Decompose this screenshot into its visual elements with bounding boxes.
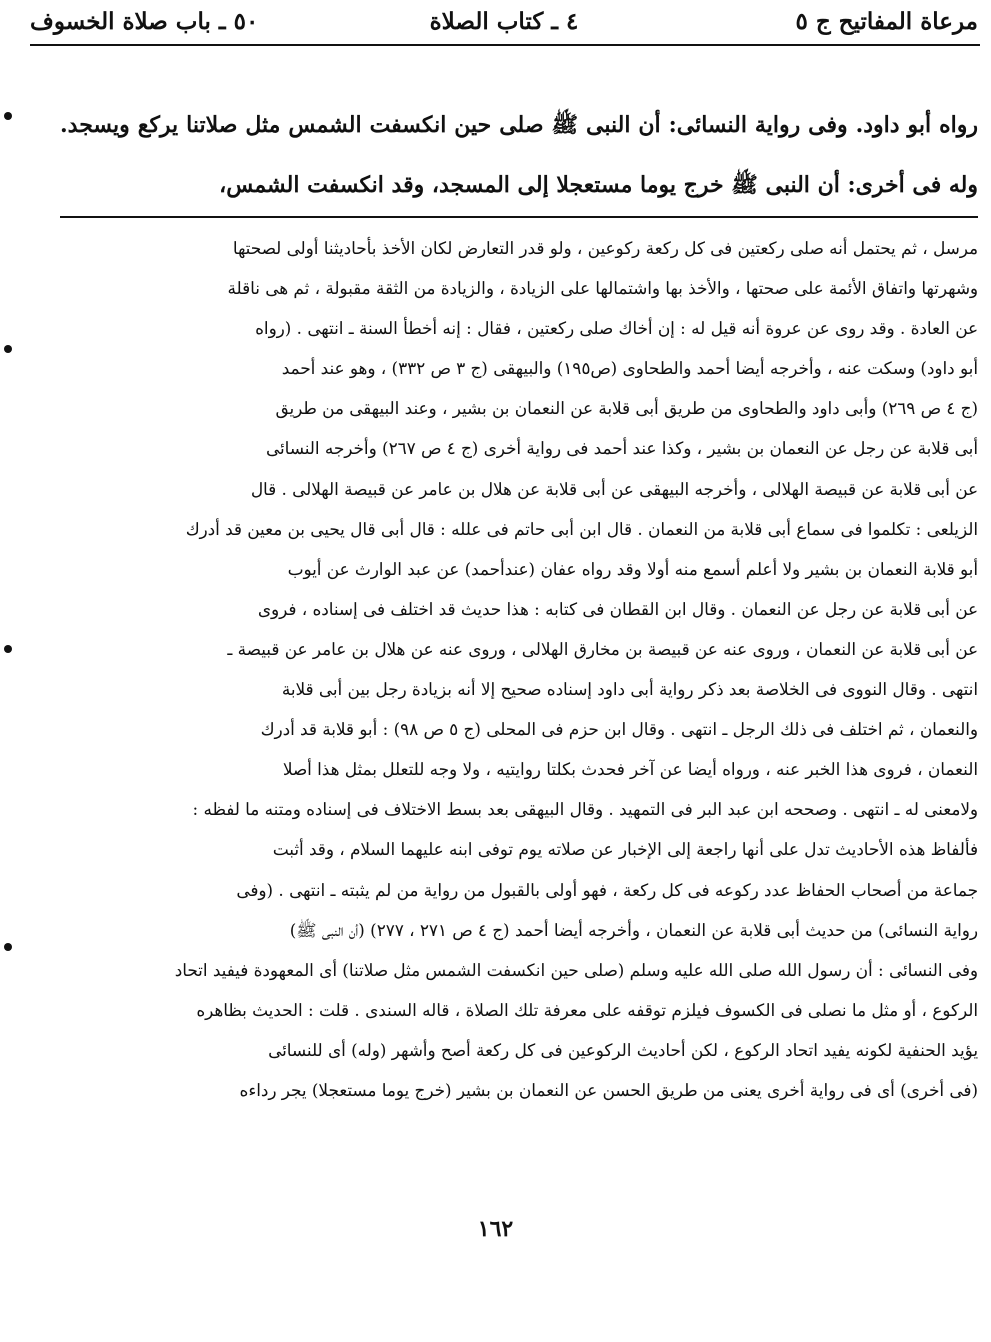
commentary-line: يؤيد الحنفية لكونه يفيد اتحاد الركوع ، لكن أحاديث الركوعين فى كل ركعة أصح وأشهر (وله) أى للنسائى [268, 1039, 978, 1060]
commentary-line: أبى قلابة عن رجل عن النعمان بن بشير ، وكذا عند أحمد فى رواية أخرى (ج ٤ ص ٢٦٧) وأخرجه النسائى [266, 438, 978, 459]
page-number: ١٦٢ [477, 1216, 514, 1242]
commentary-line: عن العادة . وقد روى عن عروة أنه قيل له : إن أخاك صلى ركعتين ، فقال : إنه أخطأ السنة ـ انتهى . (رواه [255, 318, 978, 339]
commentary-line: وشهرتها واتفاق الأئمة على صحتها ، والأخذ بها واشتمالها على الزيادة ، والزيادة من الثقة مقبولة ، ثم هى ناقلة [227, 278, 978, 299]
header-chapter-title: ٥٠ ـ باب صلاة الخسوف [30, 8, 259, 35]
commentary-line: وفى النسائى : أن رسول الله صلى الله عليه وسلم (صلى حين انكسفت الشمس مثل صلاتنا) أى المعهودة فيفيد اتحاد [174, 959, 978, 980]
running-header [30, 4, 978, 44]
commentary-line: انتهى . وقال النووى فى الخلاصة بعد ذكر رواية أبى داود إسناده صحيح إلا أنه بزيادة رجل بين أبى قلابة [281, 679, 978, 700]
header-book-title: مرعاة المفاتيح ج ٥ [795, 8, 978, 35]
margin-mark [4, 943, 12, 951]
commentary-line: الزيلعى : تكلموا فى سماع أبى قلابة من النعمان . قال ابن أبى حاتم فى علله : قال أبى قال يحيى بن معين قد أدرك [185, 518, 978, 539]
commentary-line: رواية النسائى) من حديث أبى قلابة عن النعمان ، وأخرجه أيضا أحمد (ج ٤ ص ٢٧١ ، ٢٧٧) (أن النبى ﷺ) [289, 919, 978, 940]
commentary-line: جماعة من أصحاب الحفاظ عدد ركوعه فى كل ركعة ، فهو أولى بالقبول من رواية من لم يثبته ـ انتهى . (وفى [236, 879, 978, 900]
commentary-line: والنعمان ، ثم اختلف فى ذلك الرجل ـ انتهى . وقال ابن حزم فى المحلى (ج ٥ ص ٩٨) : أبو قلابة قد أدرك [260, 719, 978, 740]
commentary-line: مرسل ، ثم يحتمل أنه صلى ركعتين فى كل ركعة ركوعين ، ولو قدر التعارض لكان الأخذ بأحاديثنا أولى لصحتها [232, 238, 978, 258]
section-divider [60, 216, 978, 218]
commentary-line: عن أبى قلابة عن قبيصة الهلالى ، وأخرجه البيهقى عن أبى قلابة عن هلال بن عامر عن قبيصة الهلالى . قال [250, 478, 978, 499]
margin-mark [4, 345, 12, 353]
hadith-text: رواه أبو داود. وفى رواية النسائى: أن النبى ﷺ صلى حين انكسفت الشمس مثل صلاتنا يركع ويسجد. وله فى أخرى: أن النبى ﷺ خرج يوما مستعجلا إلى المسجد، وقد انكسفت الشمس، [60, 112, 978, 198]
commentary-line: النعمان ، فروى هذا الخبر عنه ، ورواه أيضا عن آخر فحدث بكلتا روايتيه ، ولا وجه للتعلل بمثل هذا أصلا [282, 759, 978, 780]
header-rule [30, 44, 980, 46]
commentary-line: (ج ٤ ص ٢٦٩) وأبى داود والطحاوى من طريق أبى قلابة عن النعمان بن بشير ، وعند البيهقى من طريق [275, 398, 978, 419]
commentary-line: ولامعنى له ـ انتهى . وصححه ابن عبد البر فى التمهيد . وقال البيهقى بعد بسط الاختلاف فى إسناده ومتنه ما لفظه : [192, 799, 978, 820]
commentary-line: عن أبى قلابة عن رجل عن النعمان . وقال ابن القطان فى كتابه : هذا حديث قد اختلف فى إسناده ، فروى [257, 598, 978, 619]
commentary-line: أبو داود) وسكت عنه ، وأخرجه أيضا أحمد والطحاوى (ص١٩٥) والبيهقى (ج ٣ ص ٣٣٢) ، وهو عند أحمد [281, 358, 978, 379]
commentary-line: أبو قلابة النعمان بن بشير ولا أعلم أسمع منه أولا وقد رواه عفان (عندأحمد) عن عبد الوارث عن أيوب [287, 558, 978, 579]
header-book-section: ٤ ـ كتاب الصلاة [429, 8, 579, 35]
commentary-line: (فى أخرى) أى فى رواية أخرى يعنى من طريق الحسن عن النعمان بن بشير (خرج يوما مستعجلا) يجر رداءه [239, 1079, 978, 1100]
commentary-line: فألفاظ هذه الأحاديث تدل على أنها راجعة إلى الإخبار عن صلاته يوم توفى ابنه عليهما السلام ، وقد أثبت [272, 839, 978, 860]
commentary-line: الركوع ، أو مثل ما نصلى فى الكسوف فيلزم توقفه على معرفة تلك الصلاة ، قاله السندى . قلت : الحديث بظاهره [196, 999, 978, 1020]
commentary-text [56, 228, 978, 1110]
margin-mark [4, 112, 12, 120]
margin-mark [4, 645, 12, 653]
commentary-line: عن أبى قلابة عن النعمان ، وروى عنه عن قبيصة بن مخارق الهلالى ، وروى عنه عن هلال بن عامر عن قبيصة ـ [227, 638, 978, 659]
